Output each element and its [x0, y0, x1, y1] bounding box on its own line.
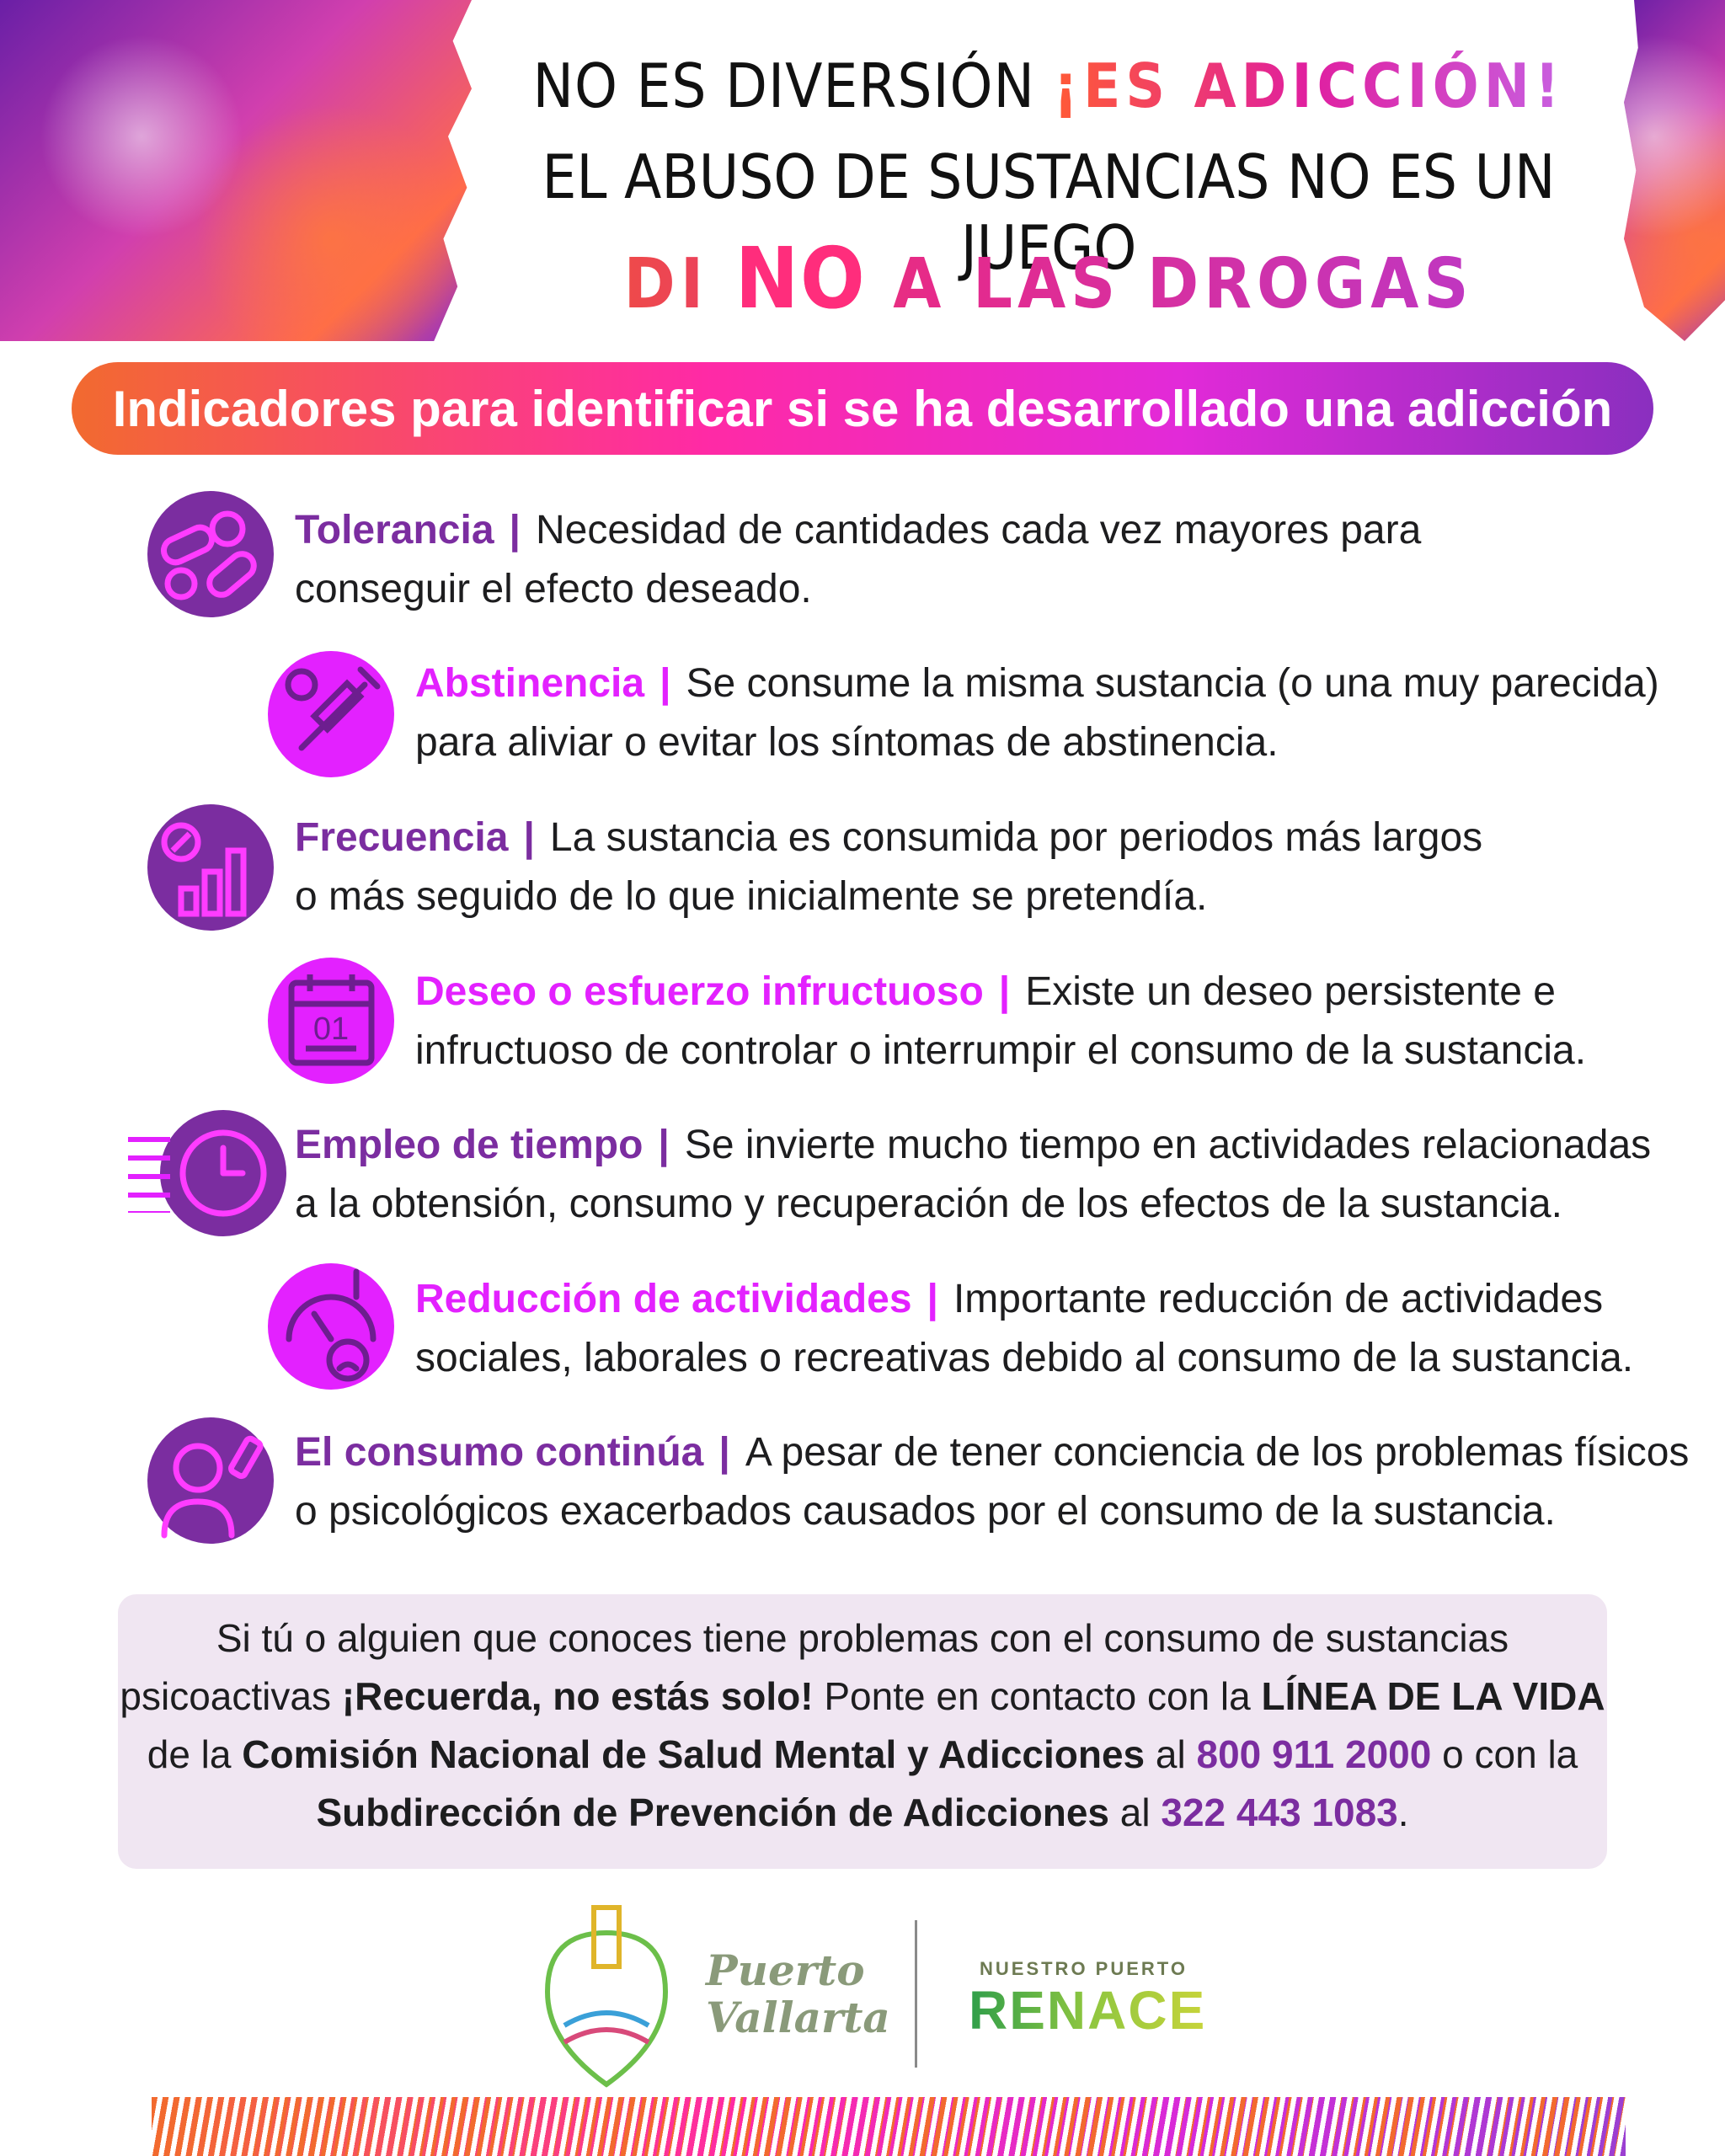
headline-no: NO — [734, 229, 867, 328]
indicator-desc-2: para aliviar o evitar los síntomas de abstinencia. — [415, 720, 1279, 765]
contact-text: de la — [147, 1732, 243, 1776]
contact-text: . — [1397, 1790, 1409, 1834]
indicator-desc-2: infructuoso de controlar o interrumpir el consumo de la sustancia. — [415, 1028, 1587, 1073]
indicator-desc-1: Se consume la misma sustancia (o una muy parecida) — [686, 661, 1659, 706]
contact-box — [118, 1594, 1607, 1869]
puerto-vallarta-logo-icon — [531, 1899, 682, 2093]
pv-line-2: Vallarta — [706, 1993, 890, 2042]
indicator-consumo-continua — [295, 1423, 1689, 1541]
indicator-frecuencia — [295, 808, 1482, 926]
contact-line-2 — [118, 1668, 1607, 1726]
speed-lines-icon — [128, 1137, 170, 1213]
indicator-desc-2: o psicológicos exacerbados causados por el consumo de la sustancia. — [295, 1489, 1556, 1534]
logo-divider — [915, 1920, 917, 2068]
contact-emphasis: ¡Recuerda, no estás solo! — [341, 1674, 814, 1718]
indicator-desc-2: conseguir el efecto deseado. — [295, 567, 812, 611]
headline-accent: ¡ES ADICCIÓN! — [1053, 51, 1565, 121]
indicator-tolerancia — [295, 501, 1421, 619]
indicator-desc-1: Existe un deseo persistente e — [1025, 969, 1556, 1014]
indicator-term: Empleo de tiempo — [295, 1123, 644, 1167]
headline-drogas: A LAS DROGAS — [893, 244, 1474, 324]
indicator-separator: | — [658, 1123, 670, 1167]
indicator-term: Frecuencia — [295, 815, 509, 860]
contact-line-3 — [118, 1726, 1607, 1784]
indicator-desc-2: o más seguido de lo que inicialmente se pretendía. — [295, 874, 1208, 919]
indicator-desc-2: sociales, laborales o recreativas debido al consumo de la sustancia. — [415, 1336, 1634, 1380]
comision-nacional: Comisión Nacional de Salud Mental y Adicciones — [242, 1732, 1146, 1776]
indicator-desc-1: Necesidad de cantidades cada vez mayores para — [535, 508, 1422, 552]
indicator-desc-1: Se invierte mucho tiempo en actividades relacionadas — [684, 1123, 1652, 1167]
contact-line-4 — [118, 1784, 1607, 1842]
indicator-reduccion — [415, 1270, 1633, 1388]
phone-number-2[interactable]: 322 443 1083 — [1161, 1790, 1398, 1834]
gauge-sad-face-icon — [268, 1263, 394, 1390]
indicator-desc-1: A pesar de tener conciencia de los problemas físicos — [745, 1430, 1690, 1475]
contact-text: o con la — [1431, 1732, 1578, 1776]
indicator-term: Deseo o esfuerzo infructuoso — [415, 969, 984, 1014]
indicator-term: Abstinencia — [415, 661, 645, 706]
bar-chart-percent-icon — [147, 804, 274, 931]
headline-di: DI — [623, 244, 709, 324]
headline-line-3 — [472, 229, 1626, 328]
header-photo-left — [0, 0, 472, 341]
calendar-day: 01 — [312, 1011, 350, 1047]
contact-text: psicoactivas — [120, 1674, 342, 1718]
headline-line-1 — [472, 51, 1626, 121]
bottom-brush-stroke — [152, 2097, 1626, 2156]
renace-subtitle: NUESTRO PUERTO — [980, 1958, 1188, 1979]
syringe-icon — [268, 651, 394, 777]
phone-number-1[interactable]: 800 911 2000 — [1196, 1732, 1432, 1776]
clock-icon — [160, 1110, 286, 1236]
contact-text: Ponte en contacto con la — [813, 1674, 1262, 1718]
renace-logo: RENACE — [969, 1980, 1207, 2041]
indicator-separator: | — [718, 1430, 730, 1475]
indicator-abstinencia — [415, 654, 1659, 772]
header-photo-right — [1624, 0, 1725, 341]
subdireccion: Subdirección de Prevención de Adicciones — [316, 1790, 1109, 1834]
indicator-separator: | — [509, 508, 521, 552]
indicator-empleo-tiempo — [295, 1116, 1651, 1234]
linea-de-la-vida: LÍNEA DE LA VIDA — [1261, 1674, 1605, 1718]
contact-text: al — [1109, 1790, 1162, 1834]
indicator-separator: | — [998, 969, 1011, 1014]
person-bottle-icon — [147, 1417, 274, 1544]
indicators-banner — [72, 362, 1653, 455]
indicator-desc-1: La sustancia es consumida por periodos más largos — [549, 815, 1483, 860]
indicator-separator: | — [523, 815, 535, 860]
indicator-deseo — [415, 963, 1586, 1081]
banner-title: Indicadores para identificar si se ha desarrollado una adicción — [112, 380, 1613, 437]
indicator-term: Reducción de actividades — [415, 1277, 912, 1321]
indicator-term: El consumo continúa — [295, 1430, 704, 1475]
calendar-icon — [268, 958, 394, 1084]
indicator-desc-1: Importante reducción de actividades — [953, 1277, 1604, 1321]
contact-line-1: Si tú o alguien que conoces tiene problemas con el consumo de sustancias — [216, 1616, 1509, 1660]
headline-line-2: EL ABUSO DE SUSTANCIAS NO ES UN — [542, 141, 1556, 212]
headline-plain: NO ES DIVERSIÓN — [532, 51, 1035, 121]
indicator-separator: | — [927, 1277, 938, 1321]
indicator-separator: | — [660, 661, 671, 706]
indicator-term: Tolerancia — [295, 508, 494, 552]
contact-text: al — [1145, 1732, 1197, 1776]
puerto-vallarta-text — [706, 1947, 890, 2041]
pills-icon — [147, 491, 274, 617]
pv-line-1: Puerto — [706, 1945, 865, 1995]
indicator-desc-2: a la obtensión, consumo y recuperación de los efectos de la sustancia. — [295, 1182, 1562, 1226]
